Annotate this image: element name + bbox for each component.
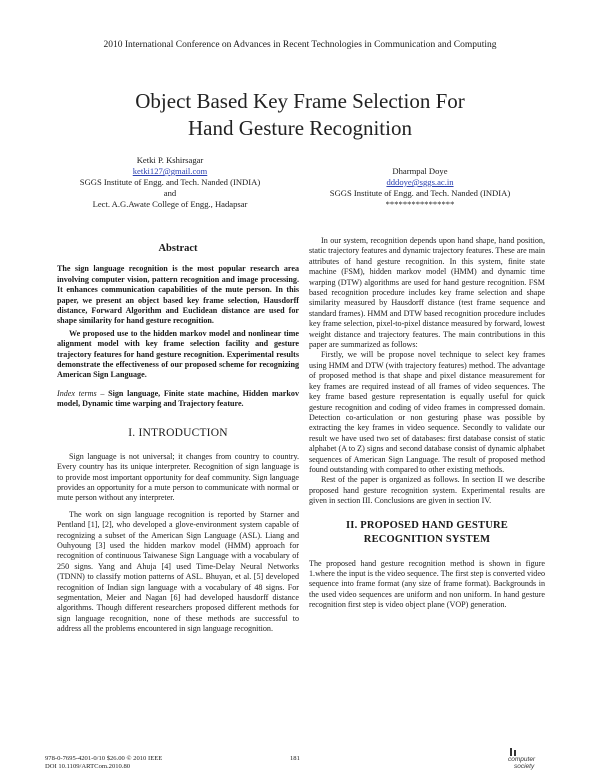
index-terms-list: Sign language, Finite state machine, Hidden markov model, Dynamic time warping and Trajectory feature.	[57, 388, 299, 409]
author-name: Dharmpal Doye	[392, 166, 448, 176]
right-column	[309, 236, 545, 611]
title-line-2: Hand Gesture Recognition	[188, 116, 412, 140]
left-column	[57, 244, 299, 635]
right-paragraph-1: In our system, recognition depends upon hand shape, hand position, static trajectory features and dynamic trajectory features. These are main attributes of hand gesture recognition. In this system, finite state machine (FSM), hidden markov model (HMM) and dynamic time warping (DTW) algorithms are used for hand gesture recognition. FSM based recognition procedure includes key frame selection and shape similarity measured by Hausdorff distance (test frame sequence and standard frames). HMM and DTW based recognition procedure includes key frame selection, pixel-to-pixel distance measured by forward, lowest weight distance and trajectory features. The main contributions in this paper are summarized as follows:	[309, 236, 545, 350]
title-line-1: Object Based Key Frame Selection For	[135, 89, 465, 113]
author-stars: ****************	[385, 199, 455, 209]
section-heading-line-1: II. PROPOSED HAND GESTURE	[346, 519, 508, 531]
logo-text-bottom: society	[514, 763, 535, 770]
page-number: 181	[290, 755, 300, 762]
author-and: and	[163, 188, 177, 198]
section-heading-line-2: RECOGNITION SYSTEM	[363, 533, 491, 545]
intro-paragraph-1: Sign language is not universal; it changes from country to country. Every country has its unique interpreter. Recognition of sign language is to provide most important opportunity for deaf community. Sign language provides an opportunity for a mute person to communicate with normal or mute person without any interpreter.	[57, 451, 299, 503]
conference-header: 2010 International Conference on Advances in Recent Technologies in Communication and Computing	[103, 40, 497, 50]
footer-publication	[45, 755, 162, 771]
author-email[interactable]: ketki127@gmail.com	[132, 166, 208, 176]
abstract-heading: Abstract	[158, 243, 198, 254]
footer-isbn: 978-0-7695-4201-0/10 $26.00 © 2010 IEEE	[45, 755, 163, 762]
right-paragraph-3: Rest of the paper is organized as follows. In section II we describe proposed hand gesture recognition system. Experimental results are given in section III. Conclusions are given in section IV.	[309, 475, 545, 506]
right-paragraph-2: Firstly, we will be propose novel technique to select key frames using HMM and DTW (with trajectory features) method. The advantage of proposed method is that shape and pixel distance measurement for key frames are required instead of all frames of video sequences. The key frame based gesture representation is equally useful for quick gesture recognition and coding of video frames in compressed domain. Detection co-articulation or non gesturing phase was possible by extracting the key frames in video sequence. Secondly to validate our result we have used two set of databases: first database consist of static alphabet (A to Z) signs and second database consist of dynamic alphabet sequences of American Sign Language. The result of proposed method found outstanding with compared to other existing methods.	[309, 350, 545, 474]
author-name: Ketki P. Kshirsagar	[136, 155, 204, 165]
author-affiliation: SGGS Institute of Engg. and Tech. Nanded (INDIA)	[79, 177, 261, 187]
abstract-paragraph-1: The sign language recognition is the most popular research area involving computer vision, pattern recognition and image processing. It enhances communication capabilities of the mute person. In this paper, we present an object based key frame selection, Hausdorff distance, Forward Algorithm and Euclidean distance are used for shape similarity for hand gesture recognition.	[57, 264, 299, 326]
author-email[interactable]: dddoye@sggs.ac.in	[386, 177, 454, 187]
logo-text-top: computer	[508, 756, 536, 763]
author-block-2	[320, 166, 520, 210]
right-paragraph-4: The proposed hand gesture recognition method is shown in figure 1.where the input is the video sequence. The first step is converted video sequence into frame format (any size of frame format). Backgrounds in the used video sequences are uniform and non uniform. In hand gesture recognition first step is video object plane (VOP) generation.	[309, 558, 545, 610]
index-terms-label: Index terms –	[57, 388, 105, 398]
paper-title	[60, 88, 540, 142]
abstract-paragraph-2: We proposed use to the hidden markov model and nonlinear time alignment model with key frame selection facility and gesture trajectory features for hand gesture recognition. Experimental results demonstrate the effectiveness of our proposed scheme for recognizing American Sign Language.	[57, 328, 299, 380]
author-affiliation: SGGS Institute of Engg. and Tech. Nanded (INDIA)	[329, 188, 511, 198]
index-terms	[57, 389, 299, 410]
author-block-1	[40, 155, 300, 210]
intro-paragraph-2: The work on sign language recognition is reported by Starner and Pentland [1], [2], who developed a glove-environment system capable of recognizing a subset of the American Sign Language (ASL). Liang and Ouhyoung [3] used the hidden markov model (HMM) approach for recognition of continuous Taiwanese Sign Language with a vocabulary of 250 signs. Yang and Ahuja [4] used Time-Delay Neural Networks (TDNN) to classify motion patterns of ASL. Bhuyan, et al. [5] developed recognition of Indian sign language with a vocabulary of 48 signs. For segmentation, Meier and Nagan [6] had developed hausdorff distance algorithms. Though different researchers proposed different methods for sign language recognition, none of these methods are successful to address all the problems encountered in sign language recognition.	[57, 509, 299, 634]
logo-bar-icon	[510, 748, 512, 756]
author-affiliation-2: Lect. A.G.Awate College of Engg., Hadapsar	[92, 199, 248, 209]
section-heading-introduction: I. INTRODUCTION	[128, 426, 228, 439]
footer-doi: DOI 10.1109/ARTCom.2010.80	[45, 763, 131, 770]
section-heading-proposed-system	[309, 519, 545, 547]
